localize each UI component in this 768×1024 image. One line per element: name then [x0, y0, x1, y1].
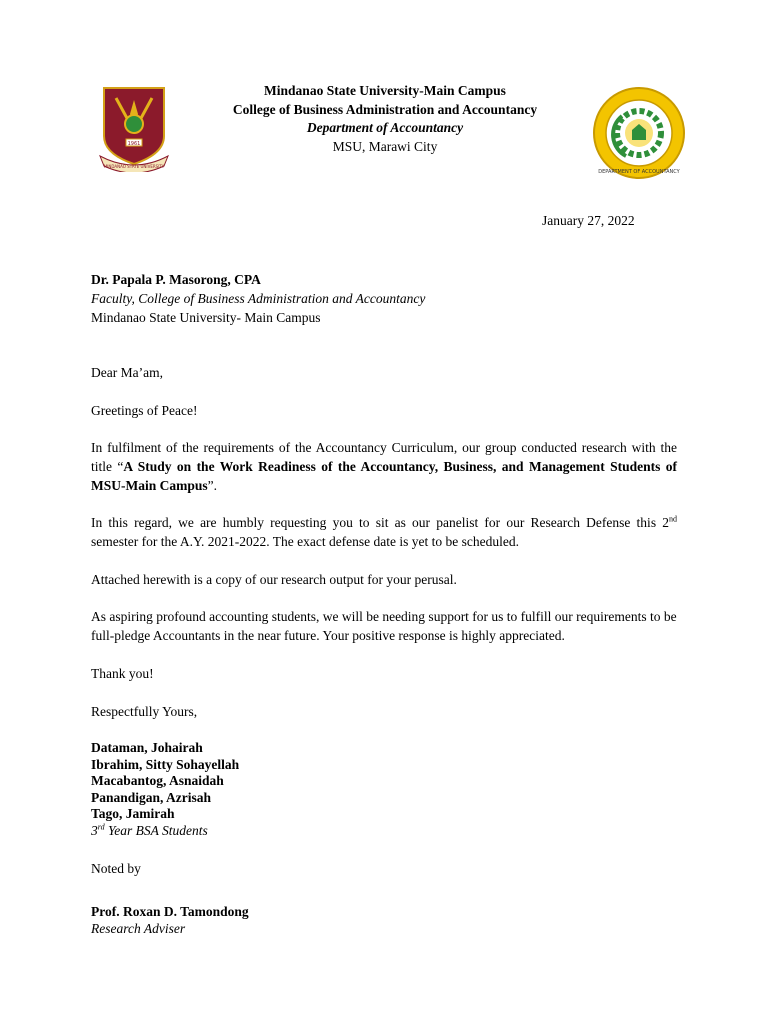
- signer-name: Panandigan, Azrisah: [91, 789, 212, 805]
- department-of-accountancy-seal-icon: [592, 86, 686, 180]
- paragraph-1-intro: In fulfilment of the requirements of the Accountancy Curriculum, our group conducted research with the title “: [91, 440, 677, 474]
- paragraph-2-after: semester for the A.Y. 2021-2022. The exact defense date is yet to be scheduled.: [91, 534, 519, 549]
- noted-by: Noted by: [91, 861, 141, 876]
- adviser-name: Prof. Roxan D. Tamondong: [91, 904, 249, 919]
- closing: Respectfully Yours,: [91, 704, 198, 719]
- letter-date: January 27, 2022: [542, 213, 635, 228]
- seal-year: 1961: [127, 141, 141, 147]
- signer-name: Macabantog, Asnaidah: [91, 773, 224, 788]
- thank-you: Thank you!: [91, 666, 154, 681]
- signer-name: Tago, Jamirah: [91, 806, 175, 821]
- recipient-title: Faculty, College of Business Administration and Accountancy: [91, 291, 426, 306]
- paragraph-1: [91, 438, 677, 495]
- seal-ribbon-text: MINDANAO STATE UNIVERSITY: [103, 164, 165, 169]
- recipient-institution: Mindanao State University- Main Campus: [91, 310, 321, 325]
- adviser-role: Research Adviser: [91, 921, 186, 936]
- greeting: Greetings of Peace!: [91, 403, 198, 418]
- recipient-block: [91, 270, 425, 327]
- university-name: Mindanao State University-Main Campus: [264, 83, 506, 98]
- signer-name: Dataman, Johairah: [91, 740, 203, 755]
- paragraph-2-before: In this regard, we are humbly requesting you to sit as our panelist for our Research Defense this 2: [91, 515, 669, 530]
- paragraph-4: As aspiring profound accounting students, we will be needing support for us to fulfill our requirements to be full-pledge Accountants in the near future. Your positive response is highly appreciated.: [91, 609, 677, 643]
- signer-name: Ibrahim, Sitty Sohayellah: [91, 756, 240, 772]
- ordinal-suffix: nd: [669, 514, 677, 524]
- signers-block: [91, 740, 239, 839]
- letterhead: [160, 82, 610, 156]
- salutation: Dear Ma’am,: [91, 365, 163, 380]
- department-name: Department of Accountancy: [306, 120, 464, 135]
- college-name: College of Business Administration and Accountancy: [232, 101, 538, 117]
- recipient-name: Dr. Papala P. Masorong, CPA: [91, 272, 261, 287]
- paragraph-1-outro: ”.: [207, 478, 218, 493]
- research-title: A Study on the Work Readiness of the Accountancy, Business, and Management Students of MSU-Main Campus: [91, 459, 677, 493]
- location: MSU, Marawi City: [332, 138, 438, 154]
- signers-role: 3rd Year BSA Students: [91, 822, 208, 838]
- seal-ring-text: DEPARTMENT OF ACCOUNTANCY: [598, 169, 680, 175]
- paragraph-3: Attached herewith is a copy of our research output for your perusal.: [91, 572, 457, 587]
- adviser-block: [91, 903, 249, 937]
- paragraph-2: [91, 513, 677, 551]
